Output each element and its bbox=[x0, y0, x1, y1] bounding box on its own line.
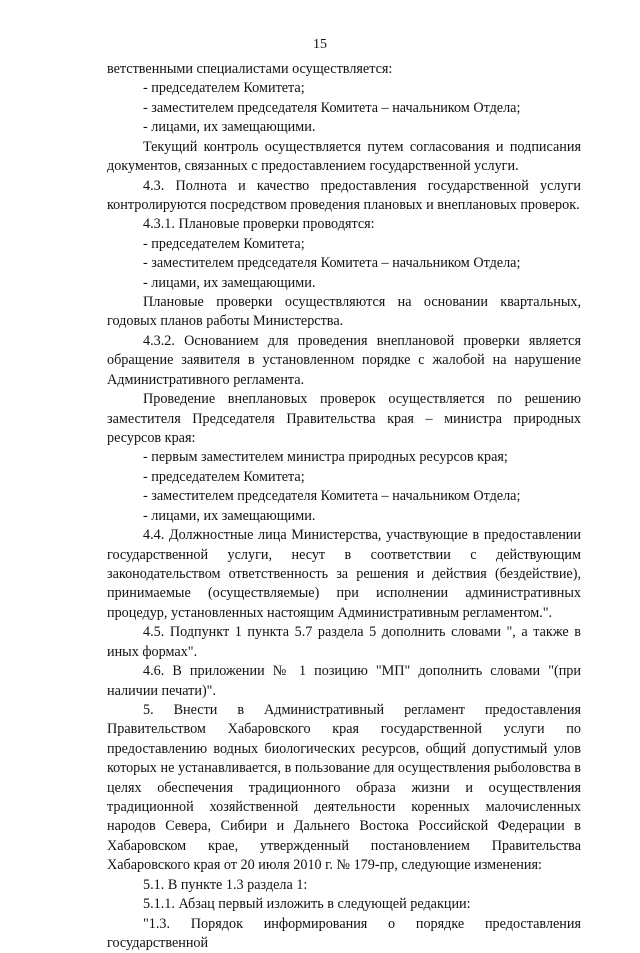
paragraph: 5.1.1. Абзац первый изложить в следующей редакции: bbox=[143, 896, 471, 913]
list-item: - заместителем председателя Комитета – начальником Отдела; bbox=[143, 488, 521, 505]
page-number: 15 bbox=[313, 37, 327, 52]
paragraph: 4.6. В приложении № 1 позицию "МП" дополнить словами "(при наличии печати)". bbox=[107, 663, 581, 699]
body-text bbox=[107, 60, 581, 953]
list-item: - председателем Комитета; bbox=[143, 80, 305, 97]
paragraph: ветственными специалистами осуществляется: bbox=[107, 61, 393, 77]
paragraph: 4.4. Должностные лица Министерства, участвующие в предоставлении государственной услуги, несут в соответствии с действующим законодательством ответственность за решения и действия (бездействие), принимаемые (осуществляемые) при исполнении административных процедур, установленных настоящим Административным регламентом.". bbox=[107, 527, 581, 621]
list-item: - лицами, их замещающими. bbox=[143, 507, 316, 524]
paragraph: 4.3.1. Плановые проверки проводятся: bbox=[143, 216, 375, 233]
paragraph: "1.3. Порядок информирования о порядке предоставления государственной bbox=[107, 915, 581, 951]
paragraph: Плановые проверки осуществляются на основании квартальных, годовых планов работы Министерства. bbox=[107, 294, 581, 330]
paragraph: Текущий контроль осуществляется путем согласования и подписания документов, связанных с предоставлением государственной услуги. bbox=[107, 138, 581, 175]
list-item: - заместителем председателя Комитета – начальником Отдела; bbox=[143, 99, 521, 116]
paragraph: 5.1. В пункте 1.3 раздела 1: bbox=[143, 876, 308, 893]
paragraph: Проведение внеплановых проверок осуществляется по решению заместителя Председателя Правительства края – министра природных ресурсов края: bbox=[107, 391, 581, 447]
paragraph: 5. Внести в Административный регламент предоставления Правительством Хабаровского края государственной услуги по предоставлению водных биологических ресурсов, общий допустимый улов которых не устанавливается, в пользование для осуществления рыболовства в целях обеспечения традиционного образа жизни и осуществления традиционной хозяйственной деятельности коренных малочисленных народов Севера, Сибири и Дальнего Востока Российской Федерации в Хабаровском крае, утвержденный постановлением Правительства Хабаровского края от 20 июля 2010 г. № 179-пр, следующие изменения: bbox=[107, 701, 581, 874]
paragraph: 4.5. Подпункт 1 пункта 5.7 раздела 5 дополнить словами ", а также в иных формах". bbox=[107, 624, 581, 660]
paragraph: 4.3.2. Основанием для проведения внеплановой проверки является обращение заявителя в установленном порядке с жалобой на нарушение Административного регламента. bbox=[107, 332, 581, 388]
list-item: - лицами, их замещающими. bbox=[143, 119, 316, 136]
list-item: - первым заместителем министра природных ресурсов края; bbox=[143, 449, 508, 466]
paragraph: 4.3. Полнота и качество предоставления государственной услуги контролируются посредством проведения плановых и внеплановых проверок. bbox=[107, 177, 581, 213]
list-item: - председателем Комитета; bbox=[143, 468, 305, 485]
list-item: - заместителем председателя Комитета – начальником Отдела; bbox=[143, 255, 521, 272]
list-item: - лицами, их замещающими. bbox=[143, 274, 316, 291]
list-item: - председателем Комитета; bbox=[143, 235, 305, 252]
